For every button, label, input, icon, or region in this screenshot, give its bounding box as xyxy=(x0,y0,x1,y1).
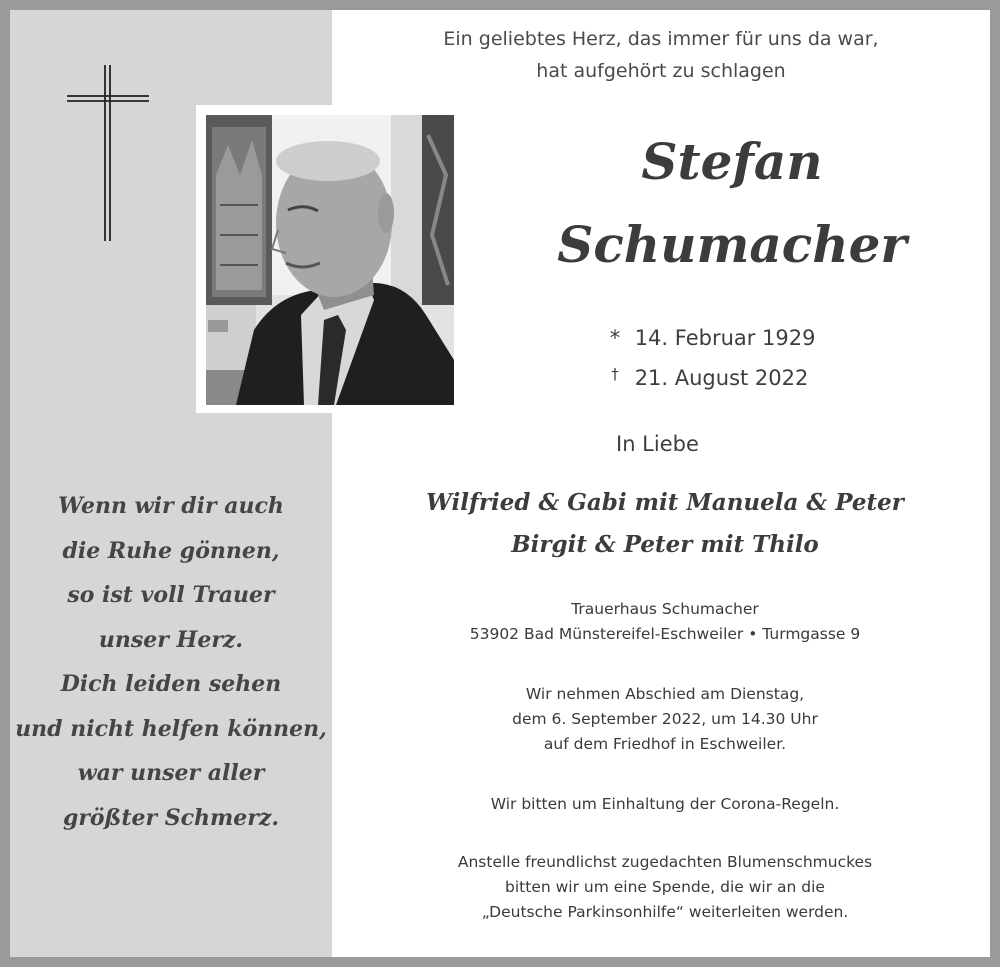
intro-line: Ein geliebtes Herz, das immer für uns da war, xyxy=(443,28,879,50)
donation-line: bitten wir um eine Spende, die wir an die xyxy=(505,878,825,896)
intro-line: hat aufgehört zu schlagen xyxy=(536,60,786,82)
farewell-line: auf dem Friedhof in Eschweiler. xyxy=(543,735,787,753)
quote-line: Wenn wir dir auch xyxy=(58,493,284,519)
farewell-line: dem 6. September 2022, um 14.30 Uhr xyxy=(512,710,818,728)
donation-line: Anstelle freundlichst zugedachten Blumenschmuckes xyxy=(457,853,873,871)
first-name: Stefan xyxy=(641,132,823,191)
farewell-line: Wir nehmen Abschied am Dienstag, xyxy=(525,685,805,703)
death-symbol: † xyxy=(611,365,619,383)
birth-row xyxy=(602,320,816,356)
quote-line: und nicht helfen können, xyxy=(15,715,327,742)
address-line: Trauerhaus Schumacher xyxy=(571,600,759,618)
cross-icon xyxy=(67,65,149,241)
address-block xyxy=(340,597,990,647)
last-name: Schumacher xyxy=(557,215,907,274)
memorial-quote xyxy=(10,484,332,840)
death-date: 21. August 2022 xyxy=(634,366,809,390)
family-line: Birgit & Peter mit Thilo xyxy=(511,531,819,558)
in-liebe-label: In Liebe xyxy=(616,432,699,456)
portrait-frame xyxy=(196,105,462,413)
quote-line: so ist voll Trauer xyxy=(67,582,275,608)
quote-line: Dich leiden sehen xyxy=(60,671,282,697)
portrait-photo xyxy=(206,115,454,405)
obituary-card xyxy=(10,10,990,957)
quote-line: größter Schmerz. xyxy=(62,804,280,831)
life-dates xyxy=(602,320,816,396)
quote-line: unser Herz. xyxy=(98,626,244,653)
corona-note: Wir bitten um Einhaltung der Corona-Regeln. xyxy=(490,795,840,813)
donation-line: „Deutsche Parkinsonhilfe“ weiterleiten werden. xyxy=(481,903,849,921)
quote-line: die Ruhe gönnen, xyxy=(62,537,280,564)
farewell-block xyxy=(340,682,990,757)
death-row xyxy=(602,356,816,396)
family-line: Wilfried & Gabi mit Manuela & Peter xyxy=(426,489,904,516)
birth-symbol: * xyxy=(609,326,621,350)
intro-text xyxy=(332,23,990,87)
birth-date: 14. Februar 1929 xyxy=(634,326,816,350)
quote-line: war unser aller xyxy=(77,760,265,786)
address-line: 53902 Bad Münstereifel-Eschweiler • Turmgasse 9 xyxy=(469,625,861,643)
donation-block xyxy=(340,850,990,925)
